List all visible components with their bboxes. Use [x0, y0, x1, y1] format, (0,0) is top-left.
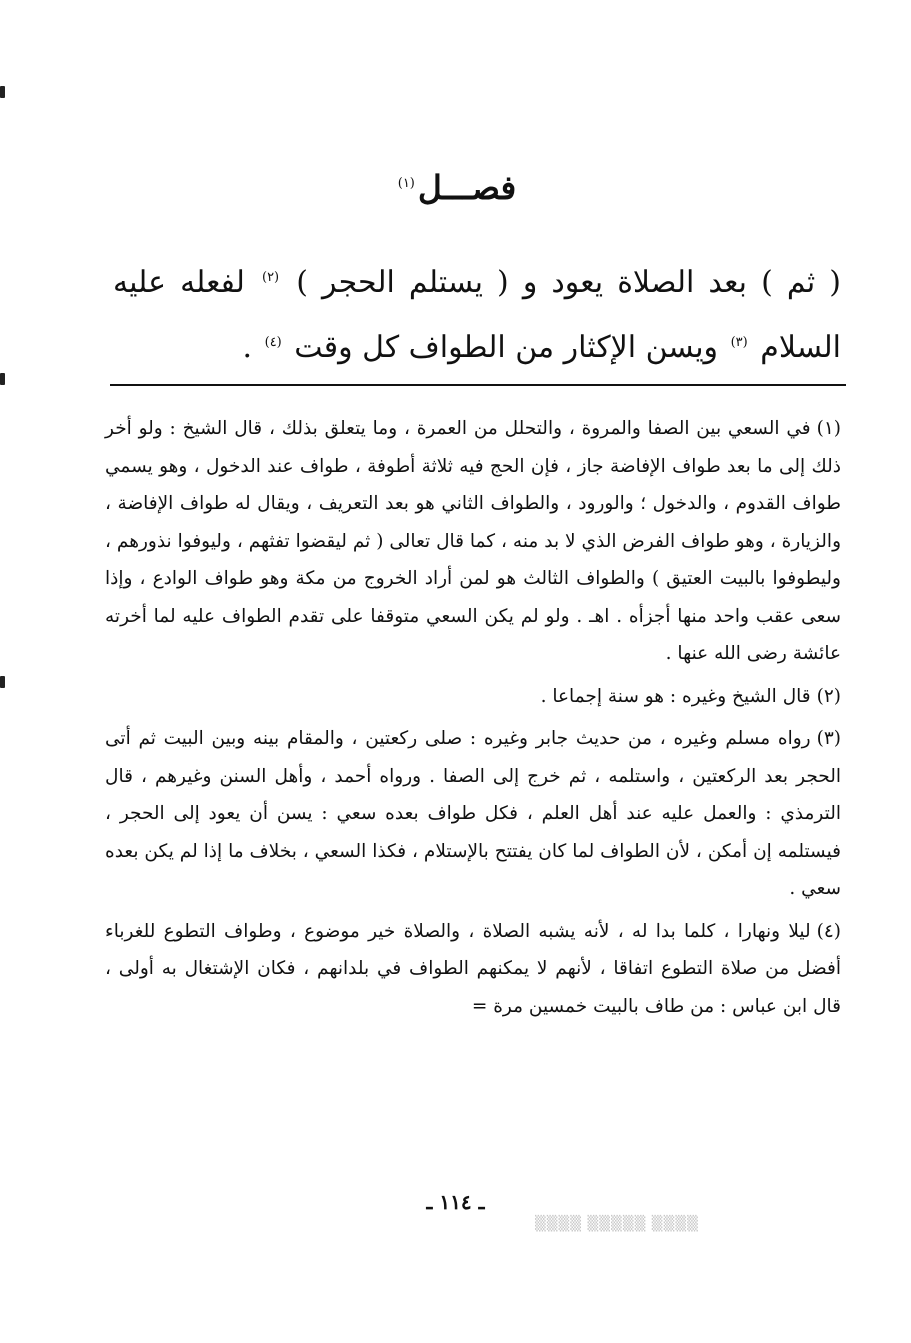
footnote-text: رواه مسلم وغيره ، من حديث جابر وغيره : صلى ركعتين ، والمقام بينه وبين البيت ثم أتى الحجر بعد الركعتين ، واستلمه ، ثم خرج إلى الصفا . ورواه أحمد ، وأهل السنن وغيرهم ، قال الترمذي : والعمل عليه عند أهل العلم ، فكل طواف بعده سعي : يسن أن يعود إلى الحجر ، فيستلمه إن أمكن ، لأن الطواف لما كان يفتتح بالإستلام ، فكذا السعي ، بخلاف ما إذا لم يكن بعده سعي .: [105, 728, 841, 899]
footnote-ref: (٢): [261, 270, 280, 285]
footnote-number: (٤): [816, 920, 841, 942]
footnotes: [105, 410, 841, 1030]
main-text-part: لفعله عليه السلام: [113, 265, 841, 365]
main-text-part: ويسن الإكثار من الطواف كل وقت: [294, 330, 719, 365]
footnote: [105, 678, 841, 716]
main-text-part: ( ثم ) بعد الصلاة يعود و ( يستلم الحجر ): [296, 265, 841, 300]
section-title: فصـــل: [417, 168, 517, 207]
footnote-ref: (١): [397, 176, 415, 191]
main-text: [113, 248, 841, 378]
faint-library-stamp: ▒▒▒▒ ▒▒▒▒▒ ▒▒▒▒: [535, 1216, 699, 1232]
page-number: ـ ١١٤ ـ: [426, 1190, 485, 1214]
footnote: [105, 720, 841, 908]
footnote-number: (٢): [816, 685, 841, 707]
footnote-text: في السعي بين الصفا والمروة ، والتحلل من العمرة ، وما يتعلق بذلك ، قال الشيخ : ولو أخر ذلك إلى ما بعد طواف الإفاضة جاز ، فإن الحج فيه ثلاثة أطوفة ، طواف عند الدخول ، وهو يسمي طواف القدوم ، والدخول ؛ والورود ، والطواف الثاني هو بعد التعريف ، ويقال له طواف الإفاضة ، والزيارة ، وهو طواف الفرض الذي لا بد منه ، كما قال تعالى ( ثم ليقضوا تفثهم ، وليوفوا نذورهم ، وليطوفوا بالبيت العتيق ) والطواف الثالث هو لمن أراد الخروج من مكة وهو طواف الوادع ، وإذا سعى عقب واحد منها أجزأه . اهـ . ولو لم يكن السعي متوقفا على تقدم الطواف عليه لما أخرته عائشة رضى الله عنها .: [105, 418, 841, 664]
footnote-number: (١): [816, 418, 841, 439]
footnote-separator: [110, 384, 846, 386]
scan-edge-mark: [0, 373, 5, 385]
scan-edge-mark: [0, 676, 5, 688]
footnote-number: (٣): [816, 728, 841, 749]
main-text-end: .: [242, 330, 253, 365]
footnote: [105, 913, 841, 1026]
footnote-text: قال الشيخ وغيره : هو سنة إجماعا .: [540, 685, 811, 707]
footnote-ref: (٣): [730, 335, 748, 350]
section-heading: [0, 168, 911, 207]
footnote: [105, 410, 841, 673]
scan-edge-mark: [0, 86, 5, 98]
footnote-text: ليلا ونهارا ، كلما بدا له ، لأنه يشبه الصلاة ، والصلاة خير موضوع ، وطواف التطوع للغرباء أفضل من صلاة التطوع اتفاقا ، لأنهم لا يمكنهم الطواف في بلدانهم ، فكان الإشتغال به أولى ، قال ابن عباس : من طاف بالبيت خمسين مرة =: [105, 920, 841, 1017]
footnote-ref: (٤): [264, 335, 282, 350]
